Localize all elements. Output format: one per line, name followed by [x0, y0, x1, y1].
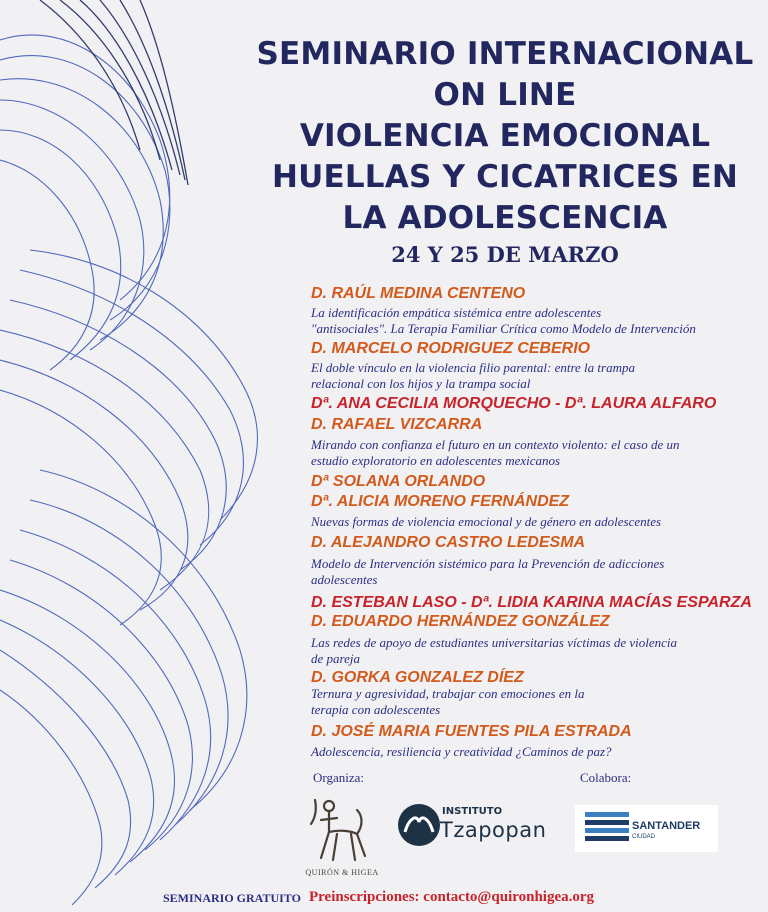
talk-title: Ternura y agresividad, trabajar con emociones en la: [311, 686, 585, 701]
talk-title: Las redes de apoyo de estudiantes universitarias víctimas de violencia: [311, 635, 677, 650]
speaker-name: Dª. ANA CECILIA MORQUECHO - Dª. LAURA ALFARO: [311, 395, 717, 412]
seminar-date: 24 Y 25 DE MARZO: [391, 242, 619, 267]
santander-logo-subtext: CIUDAD: [632, 834, 656, 840]
quiron-logo-text: QUIRÓN & HIGEA: [305, 868, 379, 877]
free-seminar-note: SEMINARIO GRATUITO: [163, 891, 301, 905]
santander-logo-text: SANTANDER: [632, 820, 701, 832]
seminar-title: [250, 34, 760, 239]
speaker-name: D. GORKA GONZALEZ DÍEZ: [311, 669, 524, 686]
speaker-name: D. ALEJANDRO CASTRO LEDESMA: [311, 534, 586, 551]
title-line: SEMINARIO INTERNACIONAL: [256, 36, 754, 72]
colabora-label: Colabora:: [580, 770, 632, 785]
talk-title: de pareja: [311, 651, 360, 666]
preregistration-contact: Preinscripciones: contacto@quironhigea.org: [309, 889, 595, 905]
title-line: VIOLENCIA EMOCIONAL: [299, 118, 711, 154]
title-line: HUELLAS Y CICATRICES EN: [271, 159, 739, 195]
speaker-name: D. JOSÉ MARIA FUENTES PILA ESTRADA: [311, 723, 632, 740]
organiza-label: Organiza:: [313, 770, 365, 785]
talk-title: relacional con los hijos y la trampa social: [311, 376, 531, 391]
talk-title: Mirando con confianza el futuro en un contexto violento: el caso de un: [311, 437, 680, 452]
talk-title: Nuevas formas de violencia emocional y de género en adolescentes: [311, 514, 662, 529]
santander-logo-icon: [585, 812, 629, 846]
speaker-name: D. EDUARDO HERNÁNDEZ GONZÁLEZ: [311, 613, 610, 630]
speaker-name: D. RAÚL MEDINA CENTENO: [311, 285, 526, 302]
talk-title: estudio exploratorio en adolescentes mexicanos: [311, 453, 561, 468]
speaker-name: Dª SOLANA ORLANDO: [311, 473, 486, 490]
talk-title: La identificación empática sistémica entre adolescentes: [311, 305, 602, 320]
talk-title: adolescentes: [311, 572, 378, 587]
tzapopan-logo-text: Tzapopan: [440, 818, 547, 842]
speaker-name: D. ESTEBAN LASO - Dª. LIDIA KARINA MACÍAS ESPARZA: [311, 594, 752, 611]
speaker-name: D. RAFAEL VIZCARRA: [311, 416, 483, 433]
title-line: LA ADOLESCENCIA: [342, 200, 668, 236]
tzapopan-logo-small-text: INSTITUTO: [442, 806, 503, 817]
speaker-name: D. MARCELO RODRIGUEZ CEBERIO: [311, 340, 591, 357]
title-line: ON LINE: [433, 77, 577, 113]
talk-title: El doble vínculo en la violencia filio parental: entre la trampa: [311, 360, 635, 375]
talk-title: terapia con adolescentes: [311, 702, 441, 717]
quiron-higea-logo: [307, 790, 375, 880]
speaker-name: Dª. ALICIA MORENO FERNÁNDEZ: [311, 493, 570, 510]
talk-title: Modelo de Intervención sistémico para la Prevención de adicciones: [311, 556, 665, 571]
talk-title: "antisociales". La Terapia Familiar Crítica como Modelo de Intervención: [311, 321, 696, 336]
talk-title: Adolescencia, resiliencia y creatividad ¿Caminos de paz?: [311, 744, 612, 759]
